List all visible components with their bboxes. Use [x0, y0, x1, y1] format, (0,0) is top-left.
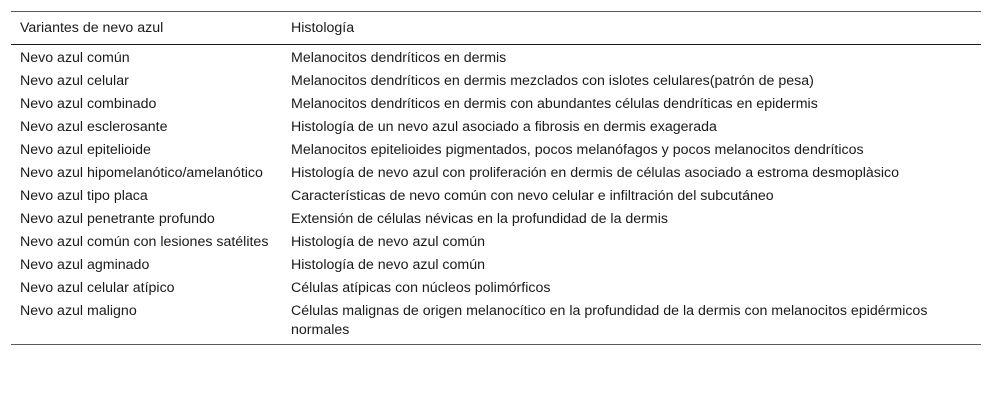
- variant-cell: Nevo azul esclerosante: [20, 119, 168, 135]
- nevus-variants-table: [11, 11, 981, 345]
- table-row: [11, 139, 981, 162]
- header-row: [11, 12, 981, 45]
- variant-cell: Nevo azul celular: [20, 73, 129, 89]
- variant-cell: Nevo azul común: [20, 50, 130, 66]
- table-row: [11, 208, 981, 231]
- variant-cell: Nevo azul penetrante profundo: [20, 211, 215, 227]
- histology-cell: Melanocitos epitelioides pigmentados, pocos melanófagos y pocos melanocitos dendríticos: [291, 142, 864, 158]
- variant-cell: Nevo azul hipomelanótico/amelanótico: [20, 165, 263, 181]
- variant-cell: Nevo azul agminado: [20, 257, 150, 273]
- histology-cell: Histología de nevo azul común: [291, 234, 486, 250]
- header-variant: Variantes de nevo azul: [20, 19, 164, 36]
- histology-cell: Células malignas de origen melanocítico en la profundidad de la dermis con melanocitos epidérmicos normales: [291, 303, 928, 338]
- header-histology: Histología: [291, 19, 355, 36]
- table-row: [11, 277, 981, 300]
- histology-cell: Melanocitos dendríticos en dermis con abundantes células dendríticas en epidermis: [291, 96, 818, 112]
- histology-cell: Melanocitos dendríticos en dermis mezclados con islotes celulares(patrón de pesa): [291, 73, 814, 89]
- variant-cell: Nevo azul celular atípico: [20, 280, 175, 296]
- histology-cell: Histología de un nevo azul asociado a fibrosis en dermis exagerada: [291, 119, 717, 135]
- table-row: [11, 70, 981, 93]
- histology-cell: Histología de nevo azul común: [291, 257, 486, 273]
- histology-cell: Melanocitos dendríticos en dermis: [291, 50, 507, 66]
- histology-cell: Características de nevo común con nevo celular e infiltración del subcutáneo: [291, 188, 774, 204]
- table-row: [11, 162, 981, 185]
- variant-cell: Nevo azul combinado: [20, 96, 157, 112]
- variant-cell: Nevo azul maligno: [20, 303, 137, 319]
- variant-cell: Nevo azul epitelioide: [20, 142, 151, 158]
- variant-cell: Nevo azul tipo placa: [20, 188, 148, 204]
- table-row: [11, 254, 981, 277]
- variant-cell: Nevo azul común con lesiones satélites: [20, 234, 269, 250]
- table-row: [11, 45, 981, 71]
- nevus-table-container: [11, 11, 981, 345]
- histology-cell: Histología de nevo azul con proliferación en dermis de células asociado a estroma desmoplàsico: [291, 165, 900, 181]
- table-row: [11, 185, 981, 208]
- table-row: [11, 93, 981, 116]
- table-row: [11, 300, 981, 345]
- table-row: [11, 231, 981, 254]
- histology-cell: Extensión de células névicas en la profundidad de la dermis: [291, 211, 668, 227]
- table-header: [11, 12, 981, 45]
- histology-cell: Células atípicas con núcleos polimórficos: [291, 280, 551, 296]
- table-body: [11, 45, 981, 345]
- table-row: [11, 116, 981, 139]
